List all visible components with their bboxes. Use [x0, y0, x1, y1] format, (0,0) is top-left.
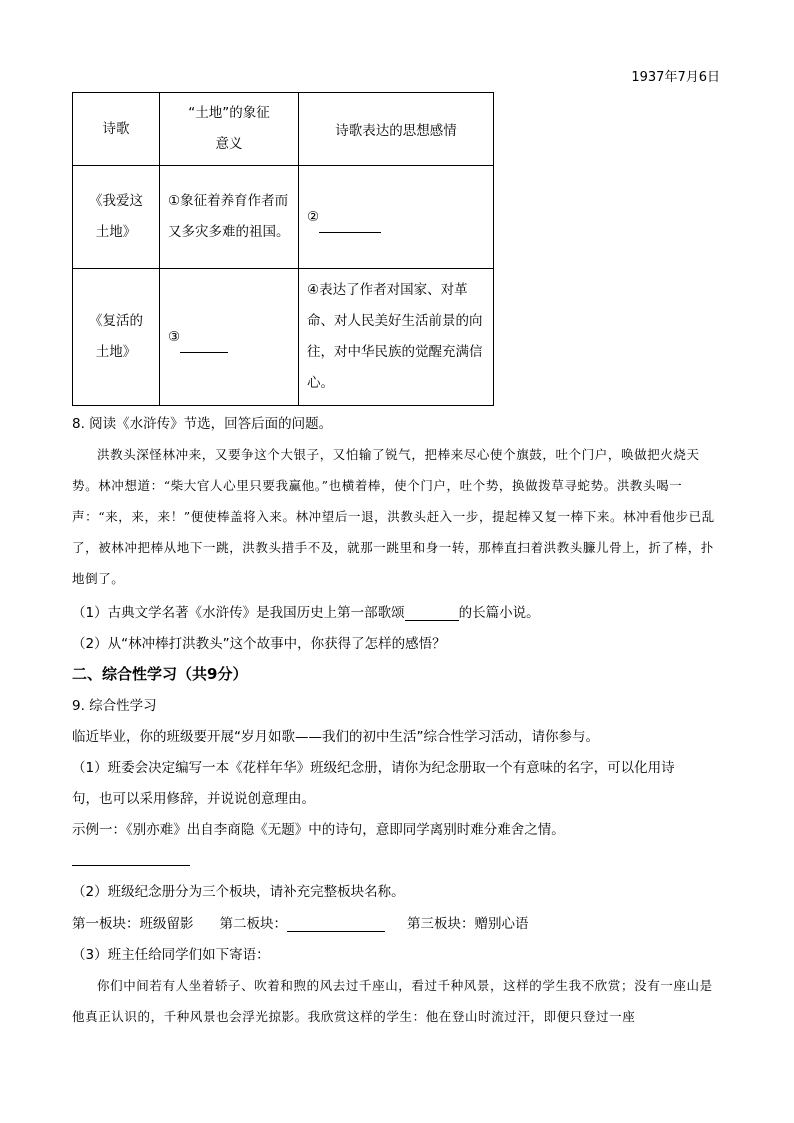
question-9-sub2: （2）班级纪念册分为三个板块，请补充完整板块名称。 [72, 884, 405, 900]
table-header-row [73, 93, 494, 166]
question-9-intro: 临近毕业，你的班级要开展“岁月如歌——我们的初中生活”综合性学习活动，请你参与。 [72, 729, 599, 745]
answer-blank[interactable] [319, 217, 381, 233]
row1-poem-text: 《我爱这土地》 [89, 193, 143, 240]
q8-sub1-text-b: 的长篇小说。 [458, 605, 540, 621]
row1-poem [73, 166, 160, 269]
question-8-sub1 [72, 601, 540, 621]
question-8-sub2: （2）从“林冲棒打洪教头”这个故事中，你获得了怎样的感悟？ [72, 636, 446, 652]
teacher-message: 你们中间若有人坐着轿子、吹着和煦的风去过千座山，看过千种风景，这样的学生我不欣赏；没有一座山是他真正认识的，千种风景也会浮光掠影。我欣赏这样的学生：他在登山时流过汗，即便只登过一座 [72, 978, 713, 1024]
row2-poem-text: 《复活的土地》 [89, 313, 143, 360]
header-poem: 诗歌 [73, 93, 160, 166]
board-1: 第一板块：班级留影 [72, 916, 194, 932]
row2-poem [73, 269, 160, 406]
row1-feeling [299, 166, 494, 269]
question-9-sub1-line1: （1）班委会决定编写一本《花样年华》班级纪念册，请你为纪念册取一个有意味的名字，可以化用诗 [72, 760, 675, 776]
answer-line[interactable] [72, 865, 190, 866]
document-date: 1937年7月6日 [631, 70, 720, 85]
question-8-title: 8. 阅读《水浒传》节选，回答后面的问题。 [72, 416, 333, 432]
table-row [73, 269, 494, 406]
question-9-sub3: （3）班主任给同学们如下寄语： [72, 947, 270, 963]
row2-symbol [160, 269, 299, 406]
table-row [73, 166, 494, 269]
board-2: 第二板块： [219, 916, 287, 932]
question-9-sub1-line2: 句，也可以采用修辞，并说说创意理由。 [72, 791, 315, 807]
board-3: 第三板块：赠别心语 [407, 916, 529, 932]
row1-symbol: ①象征着养育作者而又多灾多难的祖国。 [160, 166, 299, 269]
section-heading: 二、综合性学习（共9分） [72, 665, 248, 683]
poem-table [72, 92, 494, 406]
answer-blank[interactable] [405, 605, 459, 621]
row2-symbol-number: ③ [168, 328, 181, 345]
header-symbol [160, 93, 299, 166]
row2-feeling: ④表达了作者对国家、对革命、对人民美好生活前景的向往，对中华民族的觉醒充满信心。 [299, 269, 494, 406]
row1-feeling-number: ② [307, 208, 320, 225]
answer-blank[interactable] [287, 916, 385, 932]
header-symbol-text: “土地”的象征意义 [188, 105, 270, 152]
board-names [72, 912, 529, 932]
question-9-example: 示例一：《别亦难》出自李商隐《无题》中的诗句，意即同学离别时难分难舍之情。 [72, 822, 565, 838]
answer-blank[interactable] [180, 337, 228, 353]
question-9-title: 9. 综合性学习 [72, 698, 157, 714]
q8-sub1-text-a: （1）古典文学名著《水浒传》是我国历史上第一部歌颂 [72, 605, 405, 621]
header-feeling: 诗歌表达的思想感情 [299, 93, 494, 166]
shuihu-passage: 洪教头深怪林冲来，又要争这个大银子，又怕输了锐气，把棒来尽心使个旗鼓，吐个门户，唤做把火烧天势。林冲想道：“柴大官人心里只要我赢他。”也横着棒，使个门户，吐个势，换做拨草寻蛇势。洪教头喝一声：“来，来，来！”便使棒盖将入来。林冲望后一退，洪教头赶入一步，提起棒又复一棒下来。林冲看他步已乱了，被林冲把棒从地下一跳，洪教头措手不及，就那一跳里和身一转，那棒直扫着洪教头臁儿骨上，折了棒，扑地倒了。 [72, 447, 715, 586]
